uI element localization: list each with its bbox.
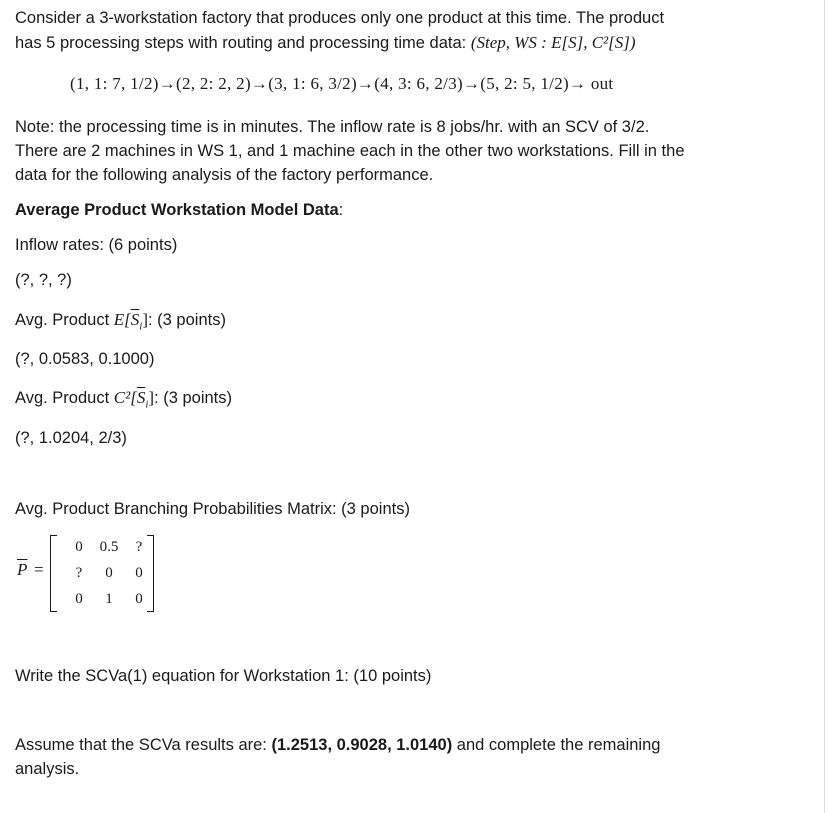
assume-line-1: [15, 733, 660, 757]
matrix-symbol-p-text: $\overline{P}$: [17, 560, 28, 579]
page-edge-divider: [824, 0, 825, 813]
avg-cs-value: (?, 1.0204, 2/3): [15, 429, 127, 447]
inflow-value: (?, ?, ?): [15, 271, 72, 289]
avg-es-points: : (3 points): [148, 311, 226, 329]
note-line-3: data for the following analysis of the factory performance.: [15, 166, 434, 184]
section-heading-colon: :: [338, 201, 344, 219]
matrix-cell-r2c3: 0: [135, 565, 143, 581]
matrix-cell-r1c1: 0: [75, 539, 83, 555]
matrix-cell-r2c1: ?: [75, 565, 83, 581]
intro-line-1: [15, 6, 664, 30]
routing-sequence: (1, 1: 7, 1/2)→(2, 2: 2, 2)→(3, 1: 6, 3/2)→(4, 3: 6, 2/3)→(5, 2: 5, 1/2)→ out: [70, 74, 614, 93]
matrix-cell-r1c3: ?: [135, 539, 143, 555]
avg-es-prefix: Avg. Product: [15, 311, 114, 329]
avg-cs-points: : (3 points): [154, 389, 233, 407]
assume-line-2: analysis.: [15, 760, 80, 778]
note-line-2: There are 2 machines in WS 1, and 1 machine each in the other two workstations. Fill in the: [15, 142, 685, 160]
avg-es-math-close: ]: [142, 310, 148, 329]
avg-cs-math-open: C²[: [113, 388, 137, 407]
avg-es-math-i: i: [139, 320, 143, 333]
assume-scva-values: (1.2513, 0.9028, 1.0140): [271, 736, 453, 754]
matrix-cell-r2c2: 0: [105, 565, 113, 581]
section-heading: [15, 198, 343, 222]
matrix-cell-r3c2: 1: [105, 591, 113, 607]
avg-cs-label: [15, 386, 232, 416]
avg-es-math: [113, 310, 148, 333]
note-line-1: Note: the processing time is in minutes. The inflow rate is 8 jobs/hr. with an SCV of 3/2.: [15, 118, 650, 136]
intro-tuple-notation: (Step, WS : E[S], C²[S]): [470, 33, 636, 52]
matrix-cell-r3c1: 0: [75, 591, 83, 607]
avg-cs-math: [113, 388, 155, 411]
matrix-cell-r3c3: 0: [135, 591, 143, 607]
scva-equation-task: Write the SCVa(1) equation for Workstation 1: (10 points): [15, 667, 432, 685]
inflow-label: Inflow rates: (6 points): [15, 236, 178, 254]
avg-es-label: [15, 308, 226, 338]
avg-es-value: (?, 0.0583, 0.1000): [15, 350, 155, 368]
matrix-cell-r1c2: 0.5: [99, 539, 119, 555]
intro-text-2: has 5 processing steps with routing and processing time data:: [15, 34, 471, 52]
avg-cs-prefix: Avg. Product: [15, 389, 114, 407]
section-heading-text: Average Product Workstation Model Data: [15, 201, 339, 219]
avg-cs-math-i: i: [145, 398, 149, 411]
assume-prefix: Assume that the SCVa results are:: [15, 736, 272, 754]
matrix-symbol-p: [17, 560, 27, 580]
intro-line-2: [15, 31, 636, 55]
avg-es-math-s: $\overline{S}$: [130, 310, 140, 329]
matrix-left-bracket: [50, 535, 57, 612]
matrix-equals: =: [34, 560, 44, 579]
avg-cs-math-close: ]: [148, 388, 155, 407]
avg-es-math-open: E[: [113, 310, 131, 329]
branching-label: Avg. Product Branching Probabilities Matrix: (3 points): [15, 500, 410, 518]
assume-suffix: and complete the remaining: [452, 736, 661, 754]
intro-text-1: Consider a 3-workstation factory that produces only one product at this time. The product: [15, 9, 665, 27]
avg-cs-math-s: $\overline{S}$: [136, 388, 146, 407]
